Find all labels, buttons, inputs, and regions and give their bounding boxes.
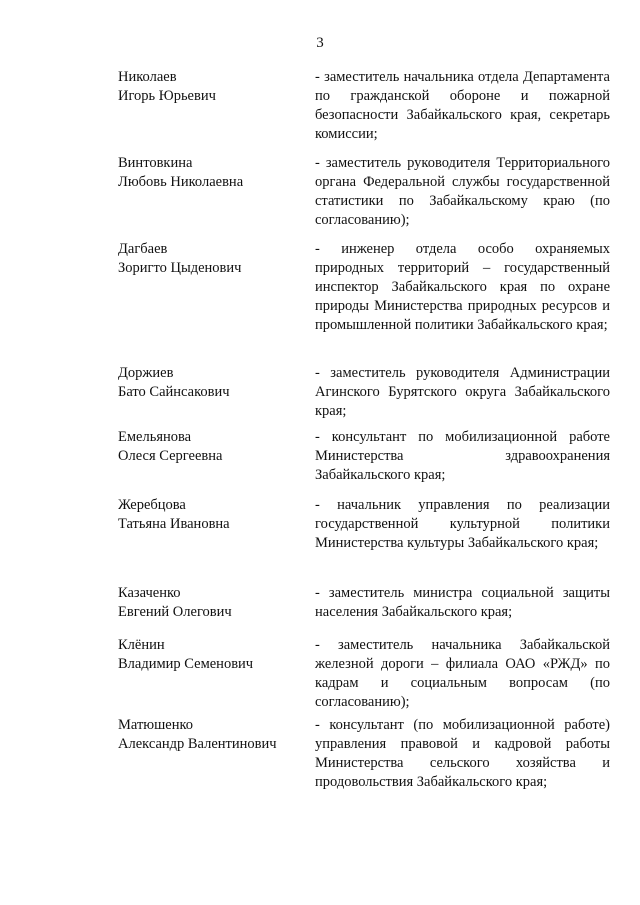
member-surname: Емельянова: [118, 429, 192, 445]
member-surname: Клёнин: [118, 637, 165, 653]
member-name: [118, 584, 308, 622]
member-role: - консультант (по мобилизационной работе) управления правовой и кадровой работы Министерства сельского хозяйства и продовольствия Забайкальского края;: [315, 717, 610, 790]
member-name: [118, 364, 308, 402]
member-role: - заместитель руководителя Территориального органа Федеральной службы государственной статистики по Забайкальскому краю (по согласованию);: [315, 155, 610, 228]
member-role: - заместитель руководителя Администрации Агинского Бурятского округа Забайкальского края;: [315, 365, 610, 419]
member-role: - заместитель начальника Забайкальской железной дороги – филиала ОАО «РЖД» по кадрам и социальным вопросам (по согласованию);: [315, 637, 610, 710]
member-name: [118, 496, 308, 534]
member-name: [118, 716, 308, 754]
member-surname: Дагбаев: [118, 241, 168, 257]
member-given-names: Олеся Сергеевна: [118, 448, 223, 464]
member-surname: Доржиев: [118, 365, 174, 381]
member-given-names: Любовь Николаевна: [118, 174, 244, 190]
member-surname: Жеребцова: [118, 497, 186, 513]
member-role: - начальник управления по реализации государственной культурной политики Министерства культуры Забайкальского края;: [315, 497, 610, 551]
member-role: - инженер отдела особо охраняемых природных территорий – государственный инспектор Забайкальского края по охране природы Министерства природных ресурсов и промышленной политики Забайкальского края;: [315, 241, 610, 333]
member-surname: Матюшенко: [118, 717, 194, 733]
member-given-names: Игорь Юрьевич: [118, 88, 216, 104]
member-given-names: Татьяна Ивановна: [118, 516, 230, 532]
member-role: - заместитель министра социальной защиты населения Забайкальского края;: [315, 585, 610, 620]
page-number: 3: [316, 35, 324, 51]
member-name: [118, 154, 308, 192]
member-given-names: Зоригто Цыденович: [118, 260, 242, 276]
member-given-names: Владимир Семенович: [118, 656, 254, 672]
member-surname: Винтовкина: [118, 155, 193, 171]
member-surname: Николаев: [118, 69, 177, 85]
member-role: - заместитель начальника отдела Департамента по гражданской обороне и пожарной безопасности Забайкальского края, секретарь комиссии;: [315, 69, 610, 142]
member-name: [118, 68, 308, 106]
member-given-names: Евгений Олегович: [118, 604, 232, 620]
member-given-names: Александр Валентинович: [118, 736, 277, 752]
member-name: [118, 240, 308, 278]
member-name: [118, 636, 308, 674]
member-name: [118, 428, 308, 466]
member-given-names: Бато Сайнсакович: [118, 384, 230, 400]
member-role: - консультант по мобилизационной работе Министерства здравоохранения Забайкальского края;: [315, 429, 610, 483]
member-surname: Казаченко: [118, 585, 181, 601]
